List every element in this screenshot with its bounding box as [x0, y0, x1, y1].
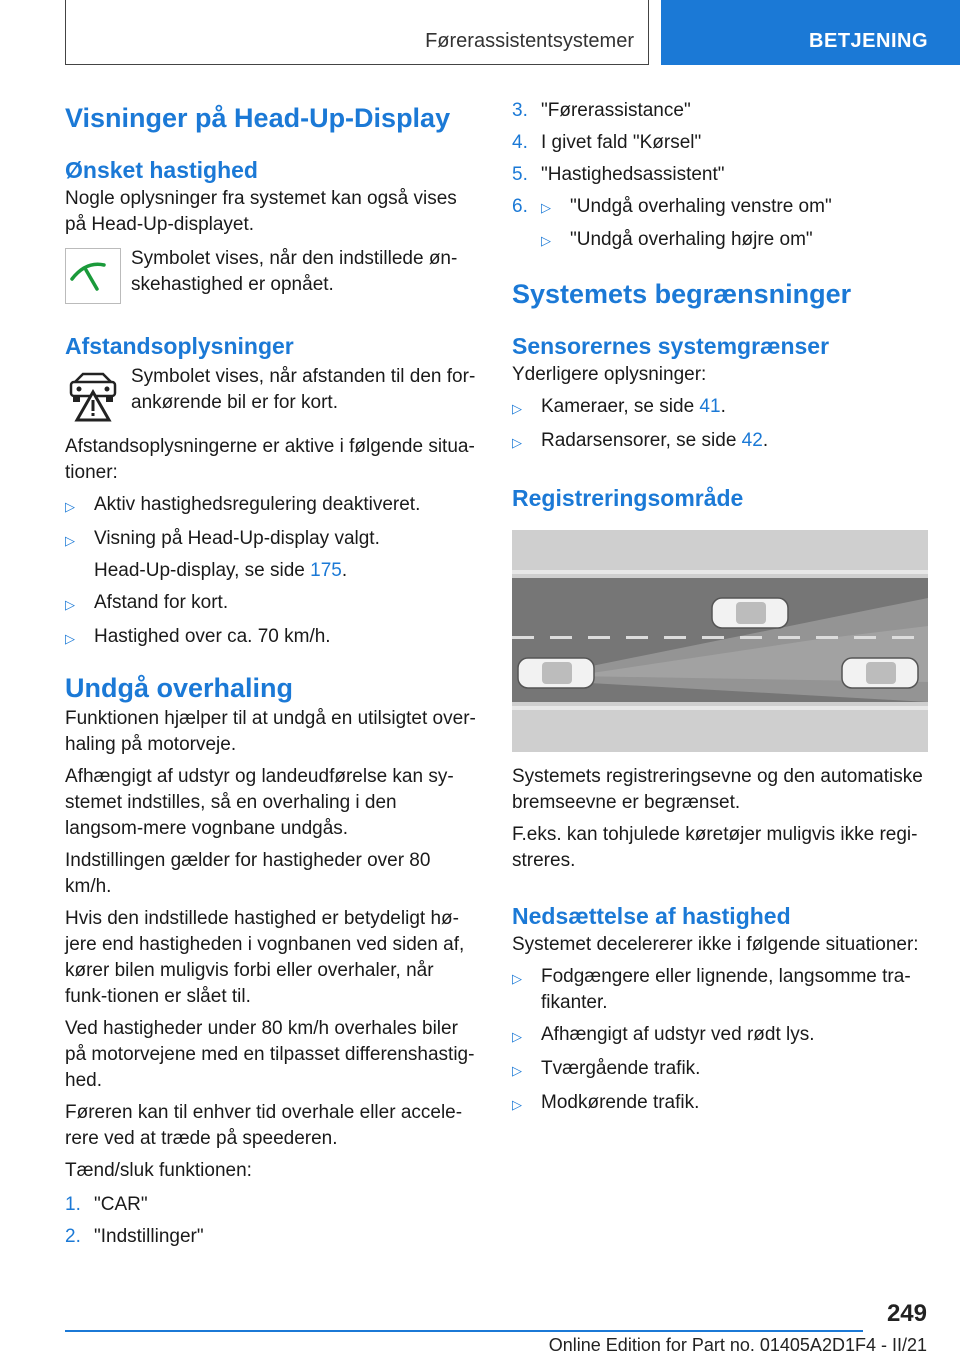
left-column	[65, 100, 480, 1250]
page-link-175[interactable]: 175	[310, 560, 342, 581]
header-chapter-box	[661, 0, 960, 65]
list-item: 1. "CAR"	[65, 1194, 148, 1215]
list-item: 4. I givet fald "Kørsel"	[512, 132, 702, 153]
heading-sensor: Sensorernes systemgrænser	[512, 333, 830, 359]
para-afstand: Afstandsoplysningerne er aktive i følgende situa-tioner:	[65, 436, 475, 483]
bullet-icon: ▷	[512, 435, 522, 450]
undga-para: Afhængigt af udstyr og landeudførelse kan sy-stemet indstilles, så en overhaling i den langsom-mere vognbane undgås.	[65, 766, 454, 839]
list-item: ▷ Fodgængere eller lignende, langsomme tra-fikanter.	[512, 964, 930, 1016]
bullet-icon: ▷	[512, 1063, 522, 1078]
reg-para: Systemets registreringsevne og den automatiske bremseevne er begrænset.	[512, 766, 923, 813]
footer-divider	[65, 1330, 863, 1332]
header-section-box	[65, 0, 649, 65]
list-item: 6. ▷ "Undgå overhaling venstre om" ▷ "Undgå overhaling højre om"	[512, 194, 930, 254]
list-item: ▷ Hastighed over ca. 70 km/h.	[65, 624, 480, 652]
list-item: ▷ Tværgående trafik.	[512, 1056, 930, 1084]
reg-para: F.eks. kan tohjulede køretøjer muligvis ikke regi-streres.	[512, 824, 918, 871]
list-item: ▷ Visning på Head-Up-display valgt. Head-Up-display, se side 175.	[65, 526, 480, 584]
steps-list-right	[512, 98, 930, 254]
heading-onsket-hastighed: Ønsket hastighed	[65, 157, 258, 183]
bullet-icon: ▷	[65, 631, 75, 646]
symbol-distance-text: Symbolet vises, når afstanden til den for-ankørende bil er for kort.	[131, 366, 476, 413]
symbol-speed-text: Symbolet vises, når den indstillede øn-skehastighed er opnået.	[131, 248, 458, 295]
header-chapter-title: BETJENING	[809, 30, 928, 52]
steps-list-left	[65, 1192, 480, 1250]
header-section-title: Førerassistentsystemer	[425, 30, 634, 52]
symbol-row-speed	[65, 244, 480, 304]
page-link-41[interactable]: 41	[699, 396, 721, 417]
undga-para: Ved hastigheder under 80 km/h overhales biler på motorvejene med en tilpasset differenshastig-hed.	[65, 1018, 475, 1091]
para-nedsaet: Systemet decelererer ikke i følgende situationer:	[512, 934, 919, 955]
list-item: ▷ Radarsensorer, se side 42.	[512, 428, 930, 456]
symbol-row-distance	[65, 362, 480, 424]
bullet-icon: ▷	[65, 499, 75, 514]
page-link-42[interactable]: 42	[741, 430, 763, 451]
right-column	[512, 100, 930, 1118]
footer-edition: Online Edition for Part no. 01405A2D1F4 - II/21	[548, 1335, 927, 1355]
undga-para: Føreren kan til enhver tid overhale eller accele-rere ved at træde på speederen.	[65, 1102, 463, 1149]
list-item: 5. "Hastighedsassistent"	[512, 164, 725, 185]
list-item: ▷ Afstand for kort.	[65, 590, 480, 618]
heading-undga: Undgå overhaling	[65, 673, 294, 703]
para-onsket: Nogle oplysninger fra systemet kan også vises på Head-Up-displayet.	[65, 188, 457, 235]
list-item: ▷ Aktiv hastighedsregulering deaktiveret.	[65, 492, 480, 520]
list-item: 3. "Førerassistance"	[512, 100, 691, 121]
heading-registrering: Registreringsområde	[512, 485, 744, 511]
nedsaet-list	[512, 964, 930, 1118]
bullet-icon: ▷	[512, 971, 522, 986]
detection-area-figure	[512, 530, 928, 752]
list-item: ▷ Afhængigt af udstyr ved rødt lys.	[512, 1022, 930, 1050]
heading-afstand: Afstandsoplysninger	[65, 333, 294, 359]
bullet-icon: ▷	[541, 200, 551, 215]
heading-nedsaettelse: Nedsættelse af hastighed	[512, 903, 791, 929]
list-item: ▷ Modkørende trafik.	[512, 1090, 930, 1118]
undga-para: Funktionen hjælper til at undgå en utilsigtet over-haling på motorveje.	[65, 708, 476, 755]
car-warning-icon	[65, 368, 121, 424]
bullet-icon: ▷	[512, 1097, 522, 1112]
green-arc-icon	[65, 248, 121, 304]
para-sensor: Yderligere oplysninger:	[512, 364, 707, 385]
bullet-icon: ▷	[65, 533, 75, 548]
sensor-list	[512, 394, 930, 456]
undga-para: Hvis den indstillede hastighed er betydeligt hø-jere end hastigheden i vognbanen ved siden af, kører bilen muligvis forbi eller overhaler, når funk-tionen er slået til.	[65, 908, 465, 1007]
afstand-list	[65, 492, 480, 652]
heading-visninger: Visninger på Head-Up-Display	[65, 103, 451, 133]
page-number: 249	[886, 1300, 927, 1327]
list-item: 2. "Indstillinger"	[65, 1226, 204, 1247]
bullet-icon: ▷	[541, 233, 551, 248]
undga-para: Indstillingen gælder for hastigheder over 80 km/h.	[65, 850, 431, 897]
heading-begraensninger: Systemets begrænsninger	[512, 279, 852, 309]
bullet-icon: ▷	[512, 401, 522, 416]
bullet-icon: ▷	[65, 597, 75, 612]
list-item: ▷ Kameraer, se side 41.	[512, 394, 930, 422]
undga-para: Tænd/sluk funktionen:	[65, 1160, 252, 1181]
bullet-icon: ▷	[512, 1029, 522, 1044]
